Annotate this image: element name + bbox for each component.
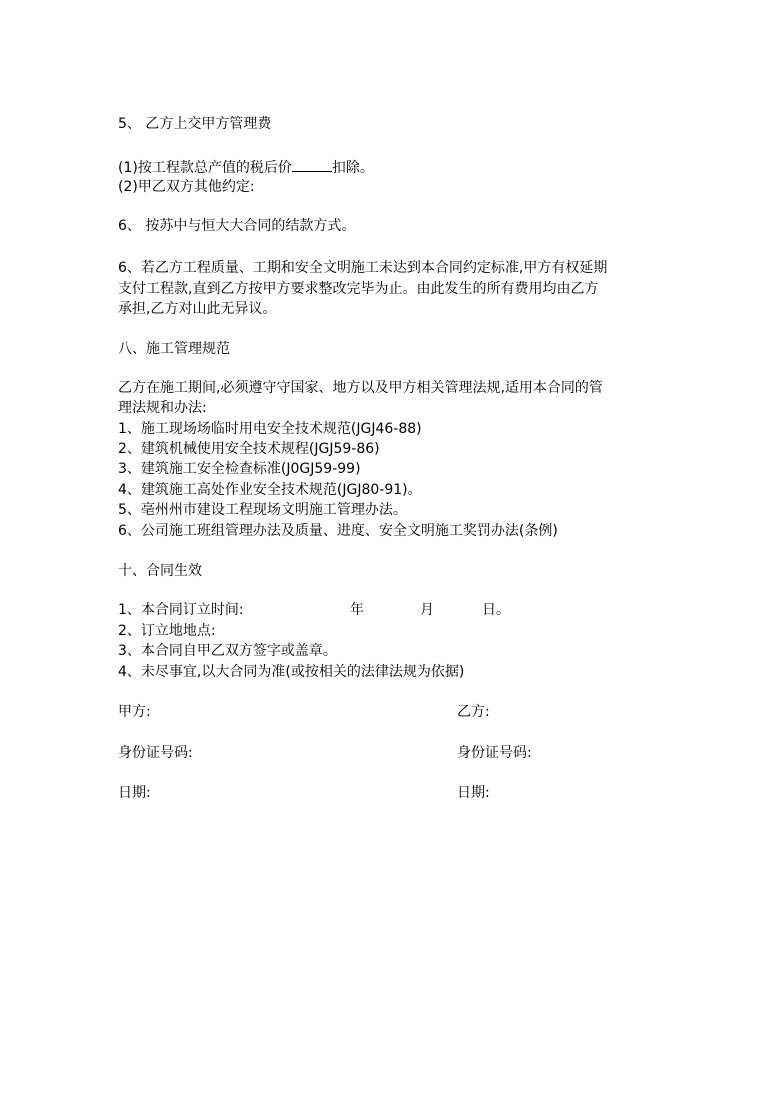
party-a-id-label: 身份证号码: [118, 745, 193, 761]
section10-item4: 4、未尽事宜,以大合同为准(或按相关的法律法规为依据) [118, 664, 465, 680]
section6-para-line2: 支付工程款,直到乙方按甲方要求整改完毕为止。由此发生的所有费用均由乙方 [118, 281, 599, 297]
section5-item2: (2)甲乙双方其他约定: [118, 179, 255, 195]
party-b-label: 乙方: [457, 704, 490, 720]
section5-item1 [118, 157, 374, 178]
section6-para-line1: 6、若乙方工程质量、工期和安全文明施工未达到本合同约定标准,甲方有权延期 [118, 260, 608, 276]
section6-heading: 6、 按苏中与恒大大合同的结款方式。 [118, 218, 356, 234]
contract-day: 日。 [482, 602, 510, 618]
party-b-id-label: 身份证号码: [457, 745, 532, 761]
section6-para-line3: 承担,乙方对山此无异议。 [118, 301, 277, 317]
contract-date-row [118, 600, 568, 620]
contract-date-label: 1、本合同订立时间: [118, 602, 244, 618]
contract-year: 年 [350, 602, 364, 618]
section8-heading: 八、施工管理规范 [118, 341, 230, 357]
regulation-item: 6、公司施工班组管理办法及质量、进度、安全文明施工奖罚办法(条例) [118, 523, 558, 539]
party-a-date-label: 日期: [118, 785, 151, 801]
party-a-label: 甲方: [118, 704, 151, 720]
regulation-item: 4、建筑施工高处作业安全技术规范(JGJ80-91)。 [118, 482, 422, 498]
section5-heading: 5、 乙方上交甲方管理费 [118, 116, 272, 132]
regulation-item: 2、建筑机械使用安全技术规程(JGJ59-86) [118, 441, 380, 457]
section5-item1-pre: (1)按工程款总产值的税后价 [118, 160, 292, 176]
regulation-item: 1、施工现场场临时用电安全技术规范(JGJ46-88) [118, 421, 422, 437]
section8-intro-line1: 乙方在施工期间,必须遵守守国家、地方以及甲方相关管理法规,适用本合同的管 [118, 380, 603, 396]
section10-item3: 3、本合同自甲乙双方签字或盖章。 [118, 643, 337, 659]
section10-heading: 十、合同生效 [118, 563, 202, 579]
fee-blank-line [292, 157, 332, 172]
contract-month: 月 [420, 602, 434, 618]
section10-item2: 2、订立地地点: [118, 623, 216, 639]
regulation-item: 3、建筑施工安全检查标准(J0GJ59-99) [118, 461, 361, 477]
section8-intro-line2: 理法规和办法: [118, 400, 207, 416]
party-b-date-label: 日期: [457, 785, 490, 801]
regulation-item: 5、亳州州市建设工程现场文明施工管理办法。 [118, 502, 407, 518]
section5-item1-post: 扣除。 [331, 160, 374, 176]
